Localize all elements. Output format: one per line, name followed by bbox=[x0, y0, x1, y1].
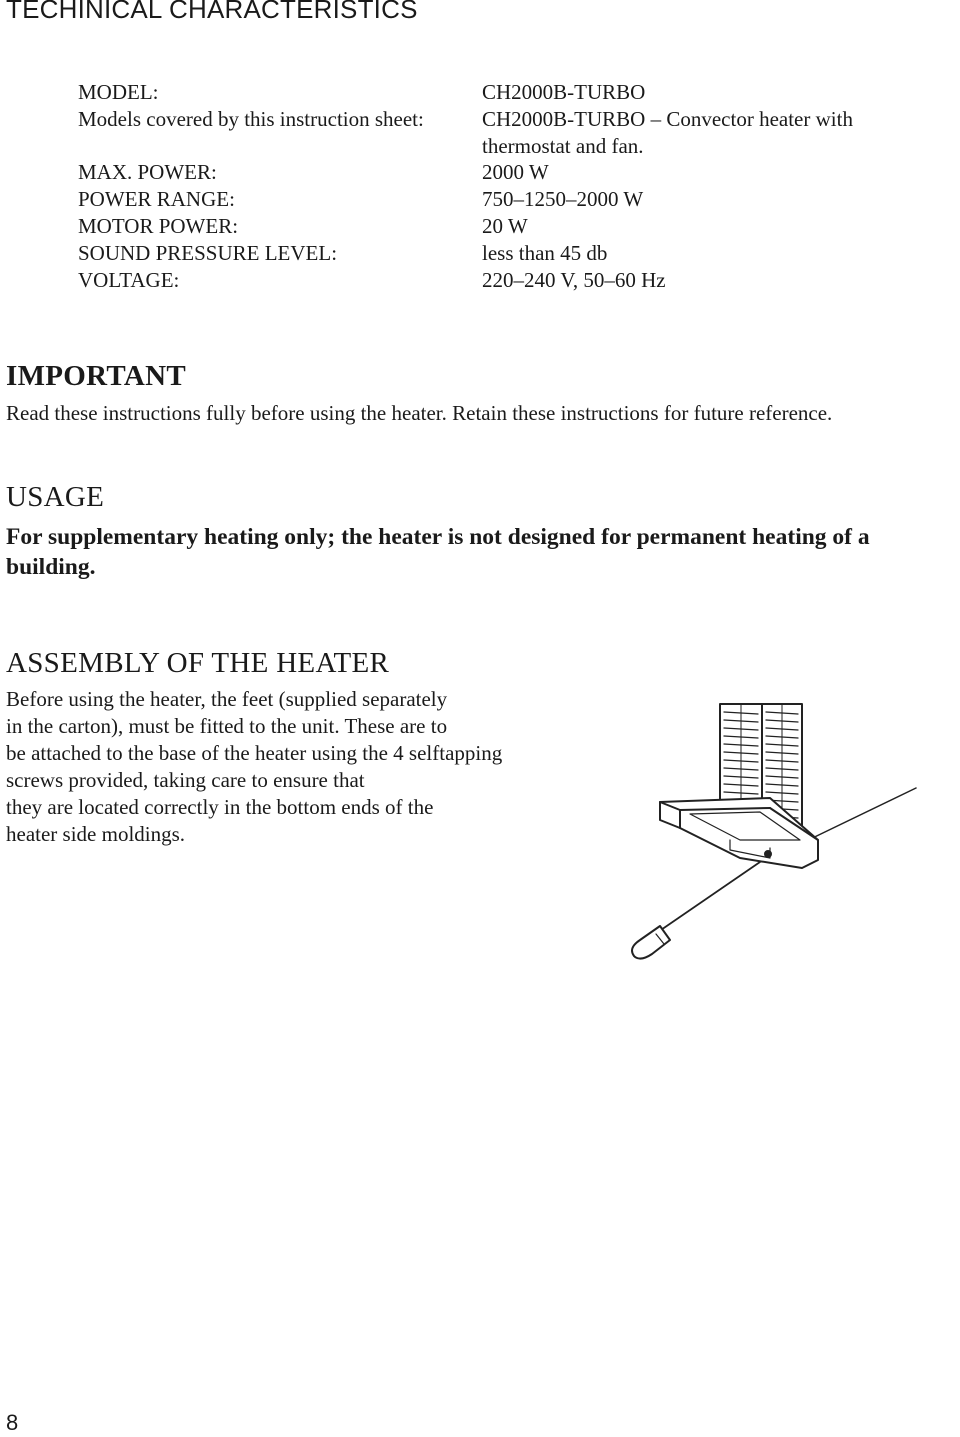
usage-text: For supplementary heating only; the heater is not designed for permanent heating of a building. bbox=[6, 524, 870, 580]
spec-label: MOTOR POWER: bbox=[78, 214, 239, 238]
spec-label: Models covered by this instruction sheet: bbox=[78, 107, 424, 131]
spec-value: 20 W bbox=[482, 214, 528, 238]
heater-foot-assembly-illustration bbox=[620, 690, 930, 970]
screwdriver bbox=[632, 862, 760, 959]
assembly-line: heater side moldings. bbox=[6, 822, 186, 846]
spec-value: 220–240 V, 50–60 Hz bbox=[482, 268, 666, 292]
usage-heading: USAGE bbox=[6, 481, 105, 513]
assembly-line: they are located correctly in the bottom ends of the bbox=[6, 795, 434, 819]
assembly-line: be attached to the base of the heater using the 4 selftapping bbox=[6, 741, 503, 765]
spec-label: VOLTAGE: bbox=[78, 268, 180, 292]
assembly-text bbox=[6, 686, 502, 848]
assembly-line: Before using the heater, the feet (supplied separately bbox=[6, 687, 448, 711]
important-text: Read these instructions fully before using the heater. Retain these instructions for future reference. bbox=[6, 401, 833, 425]
page-number: 8 bbox=[6, 1410, 19, 1435]
spec-value: less than 45 db bbox=[482, 241, 608, 265]
important-heading: IMPORTANT bbox=[6, 360, 186, 392]
spec-value: CH2000B-TURBO bbox=[482, 80, 646, 104]
spec-label: SOUND PRESSURE LEVEL: bbox=[78, 241, 338, 265]
spec-label: MODEL: bbox=[78, 80, 159, 104]
spec-value: 2000 W bbox=[482, 160, 549, 184]
assembly-heading: ASSEMBLY OF THE HEATER bbox=[6, 647, 390, 679]
spec-label: MAX. POWER: bbox=[78, 160, 217, 184]
spec-value: CH2000B-TURBO – Convector heater with bbox=[482, 107, 853, 131]
assembly-line: in the carton), must be fitted to the unit. These are to bbox=[6, 714, 448, 738]
document-title: TECHINICAL CHARACTERISTICS bbox=[6, 0, 418, 24]
assembly-line: screws provided, taking care to ensure that bbox=[6, 768, 365, 792]
spec-label: POWER RANGE: bbox=[78, 187, 235, 211]
spec-value: 750–1250–2000 W bbox=[482, 187, 644, 211]
spec-value: thermostat and fan. bbox=[482, 134, 644, 158]
